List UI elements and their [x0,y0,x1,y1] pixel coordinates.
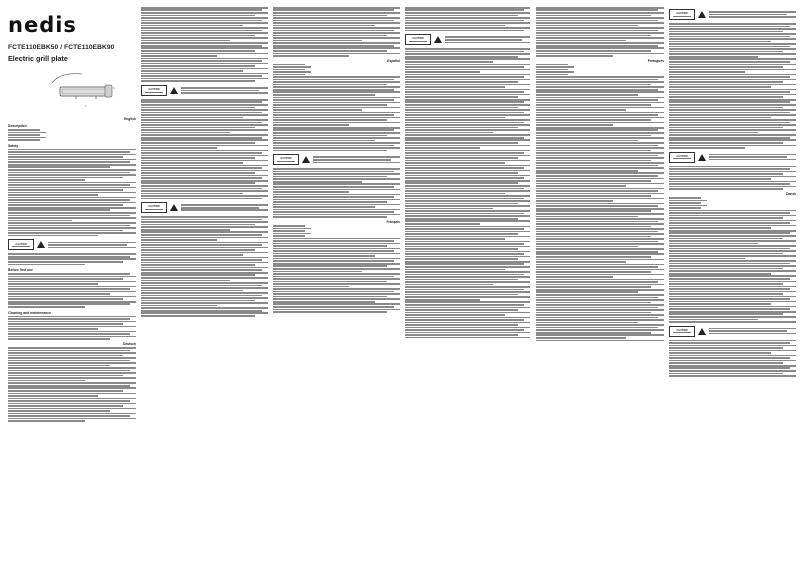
column-3 [273,6,400,562]
caution-block: CAUTION [669,326,796,337]
warning-icon [170,87,178,94]
section-cleaning: Cleaning and maintenance [8,310,51,315]
svg-text:3: 3 [113,86,115,90]
lang-heading-en: English [124,117,136,121]
caution-block: CAUTION [405,34,530,45]
column-6 [669,6,796,562]
warning-icon [698,328,706,335]
section-description: Description [8,124,27,128]
section-first-use: Before first use [8,268,33,273]
caution-block: CAUTION [669,9,796,20]
column-5 [536,6,664,562]
warning-icon [698,11,706,18]
caution-block: CAUTION [141,85,268,96]
warning-icon [698,154,706,161]
warning-icon [302,156,310,163]
lang-heading-de: Deutsch [122,341,136,346]
lang-heading-pt: Português [647,58,664,63]
column-1 [8,6,136,562]
warning-icon [434,36,442,43]
caution-block: CAUTION [273,154,400,165]
column-4 [405,6,530,562]
caution-block: CAUTION [669,152,796,163]
warning-icon [37,241,45,248]
lang-heading-es: Español [387,58,400,63]
lang-heading-da: Dansk [786,192,796,196]
section-safety: Safety [8,143,19,148]
caution-block: CAUTION [141,202,268,213]
product-illustration [8,67,136,115]
svg-text:1: 1 [85,104,87,108]
caution-label: CAUTION [15,242,27,246]
column-2 [141,6,268,562]
brand-logo: nedis [8,13,77,37]
warning-icon [170,204,178,211]
grill-plate-drawing [38,67,133,113]
product-title: Electric grill plate [8,54,68,63]
caution-block [8,239,136,250]
model-numbers: FCTE110EBK50 / FCTE110EBK90 [8,44,115,51]
lang-heading-fr: Français [386,219,400,224]
